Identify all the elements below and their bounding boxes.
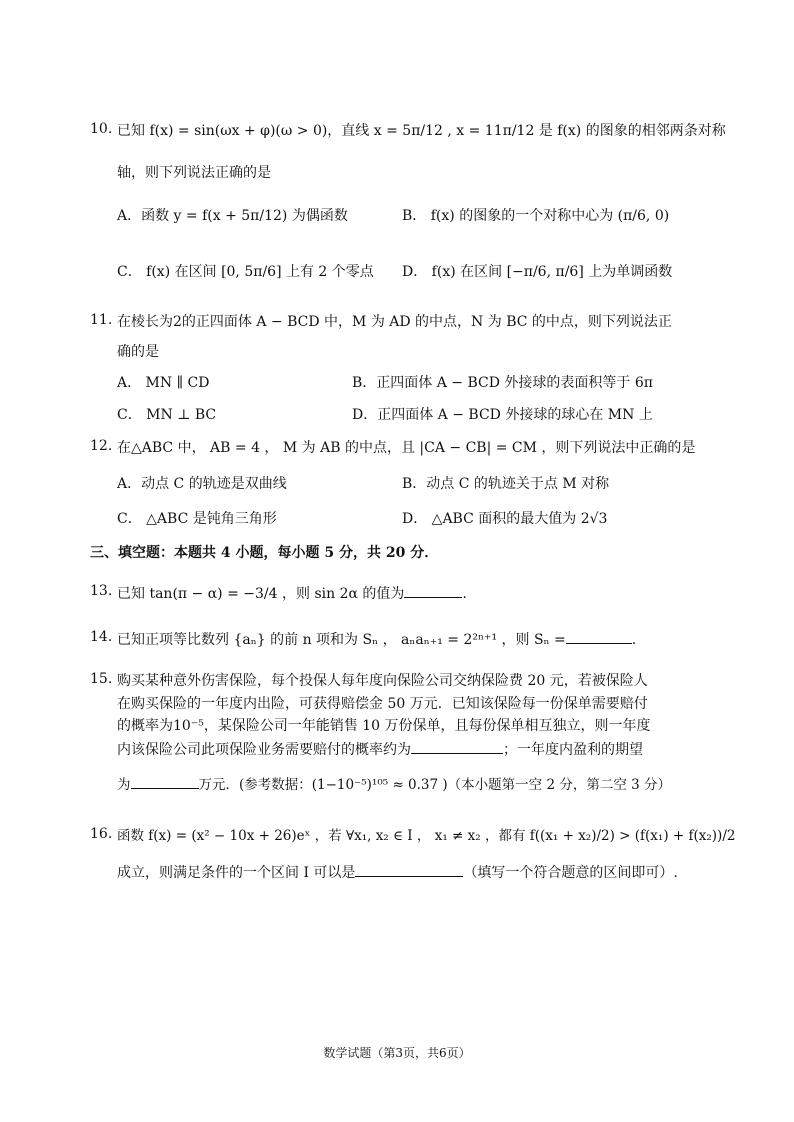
q15-line3: 的概率为10⁻⁵，某保险公司一年能销售 10 万份保单，且每份保单相互独立，则一年度 bbox=[117, 718, 651, 734]
q10-stem-line2: 轴，则下列说法正确的是 bbox=[117, 165, 271, 181]
q11-stem-line2: 确的是 bbox=[117, 344, 159, 360]
q15-line4 bbox=[117, 739, 643, 760]
q13-text: 已知 tan(π − α) = −3/4 ，则 sin 2α 的值为 bbox=[117, 586, 405, 602]
q13-end: . bbox=[462, 586, 467, 602]
q11-option-d: D．正四面体 A − BCD 外接球的球心在 MN 上 bbox=[352, 407, 653, 423]
q10-option-a: A．函数 y = f(x + 5π/12) 为偶函数 bbox=[117, 208, 348, 224]
q11-stem-line1: 在棱长为2的正四面体 A − BCD 中，M 为 AD 的中点，N 为 BC 的中点，则下列说法正 bbox=[117, 314, 672, 330]
q15-line5 bbox=[117, 774, 671, 795]
q13-answer-blank[interactable] bbox=[404, 583, 462, 598]
q15-line2: 在购买保险的一年度内出险，可获得赔偿金 50 万元．已知该保险每一份保单需要赔付 bbox=[117, 696, 648, 712]
q11-option-c: C． MN ⊥ BC bbox=[117, 407, 217, 423]
q16-line2-text: 成立，则满足条件的一个区间 I 可以是 bbox=[117, 865, 356, 881]
q14-text: 已知正项等比数列 {aₙ} 的前 n 项和为 Sₙ ， aₙaₙ₊₁ = 2²ⁿ⁺¹ ，则 Sₙ = bbox=[117, 632, 566, 648]
q15-line1: 购买某种意外伤害保险，每个投保人每年度向保险公司交纳保险费 20 元，若被保险人 bbox=[117, 673, 648, 689]
q10-number: 10. bbox=[90, 121, 113, 137]
q11-option-a: A． MN ∥ CD bbox=[117, 375, 210, 391]
q16-line2 bbox=[117, 862, 678, 883]
q12-option-c: C． △ABC 是钝角三角形 bbox=[117, 511, 277, 527]
q14-answer-blank[interactable] bbox=[566, 629, 632, 644]
q14-stem bbox=[117, 629, 636, 650]
q13-number: 13. bbox=[90, 583, 113, 599]
page-footer: 数学试题（第3页，共6页） bbox=[323, 1046, 471, 1060]
q12-number: 12. bbox=[90, 438, 113, 454]
section-3-heading: 三、填空题：本题共 4 小题，每小题 5 分，共 20 分． bbox=[90, 545, 439, 561]
q15-line5-text: 为 bbox=[117, 777, 131, 793]
q15-line5-end: 万元．(参考数据：(1−10⁻⁵)¹⁰⁵ ≈ 0.37 )（本小题第一空 2 分，第二空 3 分） bbox=[198, 777, 672, 793]
q12-stem-line1: 在△ABC 中， AB = 4 ， M 为 AB 的中点，且 |CA − CB| = CM ，则下列说法中正确的是 bbox=[117, 440, 696, 456]
q12-option-b: B．动点 C 的轨迹关于点 M 对称 bbox=[402, 476, 610, 492]
q16-answer-blank[interactable] bbox=[355, 862, 463, 877]
q10-option-c: C． f(x) 在区间 [0, 5π/6] 上有 2 个零点 bbox=[117, 264, 374, 280]
q10-option-b: B． f(x) 的图象的一个对称中心为 (π/6, 0) bbox=[402, 208, 670, 224]
q15-line4-end: ；一年度内盈利的期望 bbox=[503, 742, 643, 758]
q16-line1: 函数 f(x) = (x² − 10x + 26)eˣ ，若 ∀x₁, x₂ ∈ I ， x₁ ≠ x₂ ，都有 f((x₁ + x₂)/2) > (f(x₁) + f(x₂))/2 bbox=[117, 828, 736, 844]
q13-stem bbox=[117, 583, 467, 604]
q15-line4-text: 内该保险公司此项保险业务需要赔付的概率约为 bbox=[117, 742, 411, 758]
q12-option-d: D． △ABC 面积的最大值为 2√3 bbox=[402, 511, 608, 527]
q10-option-d: D． f(x) 在区间 [−π/6, π/6] 上为单调函数 bbox=[402, 264, 673, 280]
q14-number: 14. bbox=[90, 629, 113, 645]
q16-number: 16. bbox=[90, 826, 113, 842]
q11-number: 11. bbox=[90, 312, 113, 328]
q15-blank-2[interactable] bbox=[131, 774, 199, 789]
q16-line2-end: （填写一个符合题意的区间即可）. bbox=[463, 865, 678, 881]
q15-number: 15. bbox=[90, 671, 113, 687]
q15-blank-1[interactable] bbox=[411, 739, 503, 754]
q12-option-a: A．动点 C 的轨迹是双曲线 bbox=[117, 476, 287, 492]
q14-end: . bbox=[631, 632, 637, 648]
q11-option-b: B．正四面体 A − BCD 外接球的表面积等于 6π bbox=[352, 375, 653, 391]
q10-stem-line1: 已知 f(x) = sin(ωx + φ)(ω > 0)，直线 x = 5π/12 , x = 11π/12 是 f(x) 的图象的相邻两条对称 bbox=[117, 123, 726, 139]
